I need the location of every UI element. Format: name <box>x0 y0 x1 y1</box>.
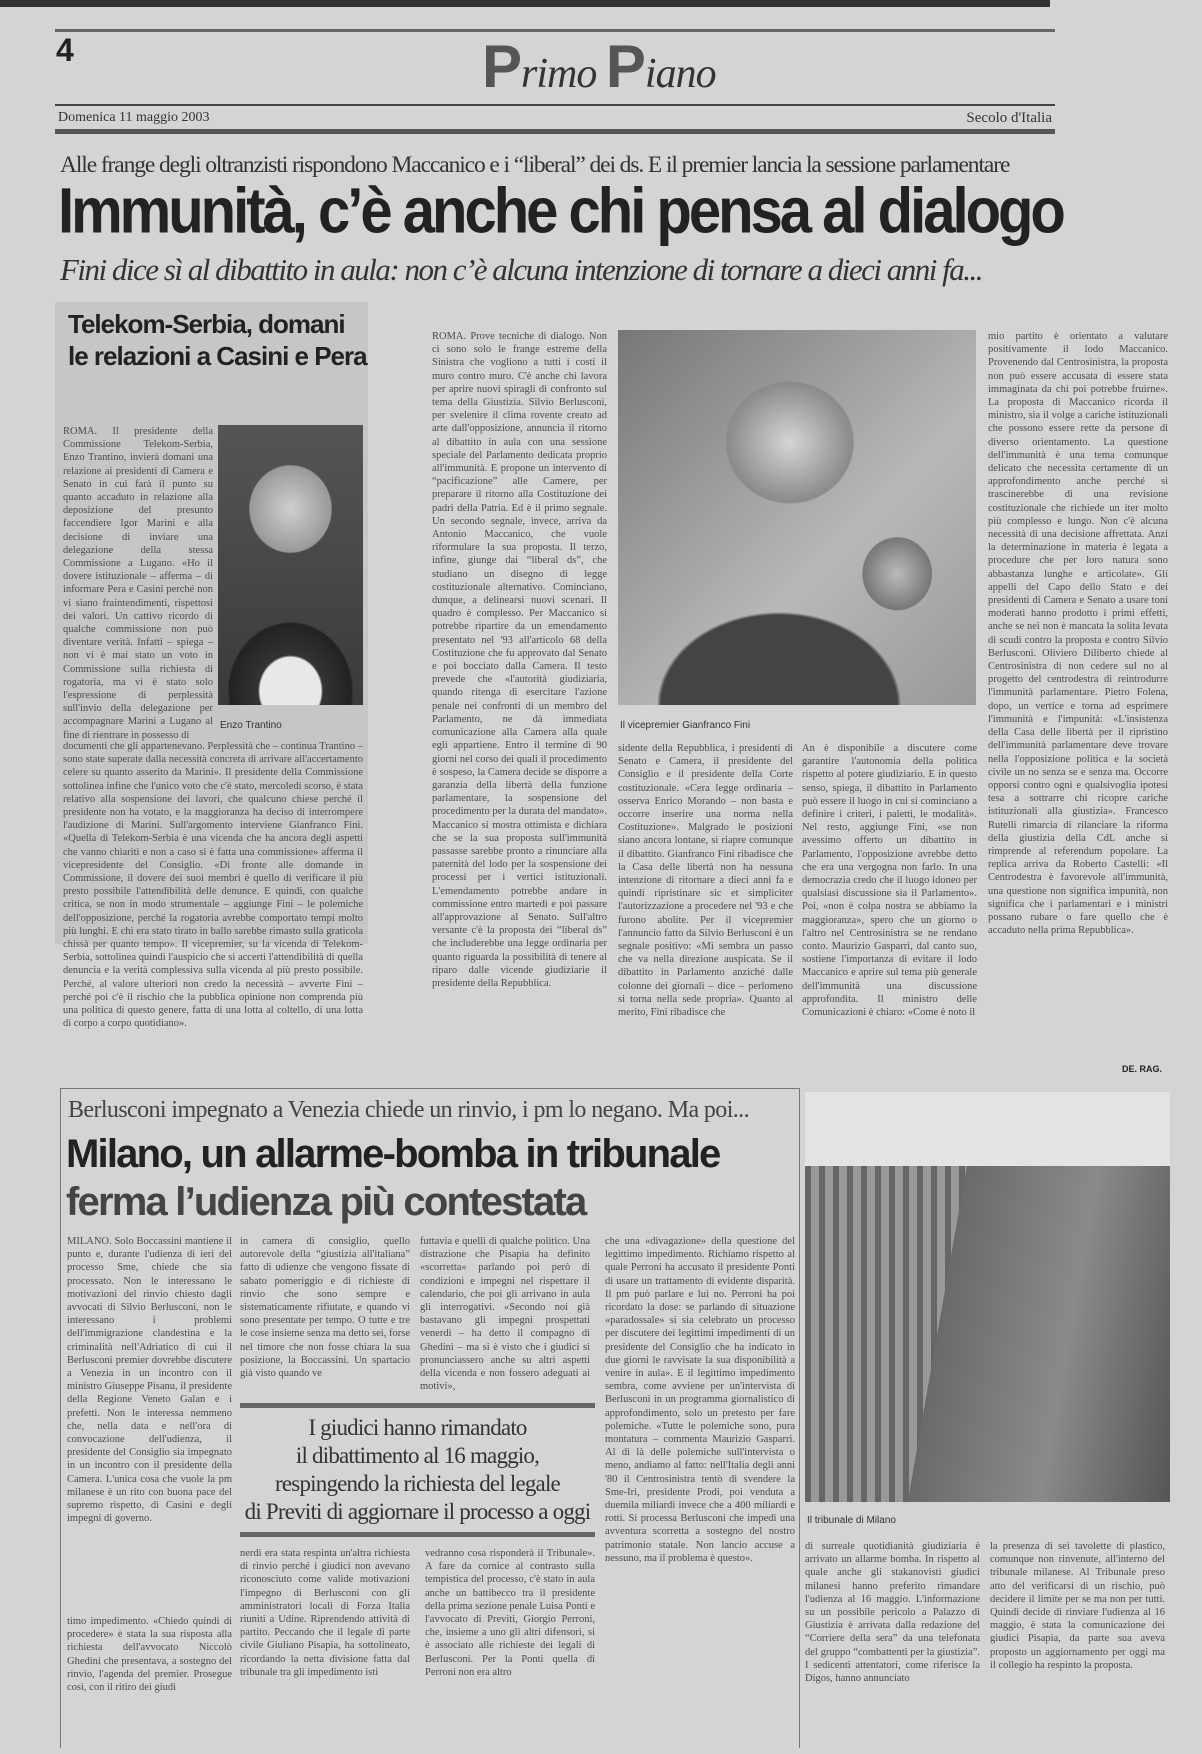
milano-headline-line: Milano, un allarme-bomba in tribunale <box>66 1132 720 1176</box>
milano-col-2b: nerdì era stata respinta un'altra richiesta di rinvio perché i giudici non avevano riconosciuto come valide motivazioni l'impegno di Berlusconi con gli amministratori locali di Forza Italia riuniti a Udine. Riprendendo attività di partito. Peccando che il legale di parte civile Giuliano Pisapia, ha sottolineato, ricordando la netta divisione fatta dal tribunale tra gli impedimento isti <box>240 1548 410 1678</box>
milano-kicker: Berlusconi impegnato a Venezia chiede un rinvio, i pm lo negano. Ma poi... <box>68 1097 749 1123</box>
tribunale-photo <box>805 1092 1170 1502</box>
section-title <box>482 33 716 105</box>
pull-quote <box>240 1408 595 1532</box>
section-initial: P <box>605 33 645 100</box>
byline: DE. RAG. <box>1122 1064 1163 1074</box>
section-word: iano <box>644 51 716 97</box>
sidebar-headline-line: Telekom-Serbia, domani <box>68 309 345 339</box>
main-column-3b: An è disponibile a discutere come garantire l'autonomia della politica rispetto al potere giudiziario. E in questo senso, spiega, il dibattito in Parlamento può essere il luogo in cui si cominciano a definire i criteri, i paletti, le modalità». Nel resto, aggiunge Fini, «se non avessimo offerto un dibattito in Parlamento, l'opposizione avrebbe detto che era una vergogna non farlo. In una democrazia credo che il luogo idoneo per qualsiasi discussione sia il Parlamento». Poi, «non è colpa nostra se abbiamo la maggioranza», spero che un giorno o l'altro nel Centrosinistra se ne rendano conto. Maurizio Gasparri, dal canto suo, sostiene l'importanza di evitare il lodo Maccanico e aprire sul tema più generale dell'immunità una discussione approfondita. Il ministro delle Comunicazioni è chiaro: «Come è noto il <box>802 743 977 1019</box>
main-column-2: ROMA. Prove tecniche di dialogo. Non ci sono solo le frange estreme della Sinistra che vogliono a tutti i costi il muro contro muro. C'è anche chi lavora per aprire nuovi spiragli di confronto sul tema della Giustizia. Silvio Berlusconi, per svelenire il clima rovente creato ad arte dall'opposizione, annuncia il ritorno al dibattito in aula con una sessione speciale del Parlamento dedicata proprio all'immunità. E propone un intervento di “pacificazione” alle Camere, per preparare il ritorno alla Costituzione dei padri della Patria. Ed è il primo segnale. Un secondo segnale, invece, arriva da Antonio Maccanico, che vuole riformulare la sua proposta. Il terzo, infine, giunge dai “liberal ds”, che studiano un disegno di legge costituzionale alternativo. Cominciano, dunque, a delinearsi nuovi scenari. Il quadro è complesso. Per Maccanico si potrebbe ripartire da un emendamento presentato nel '93 all'articolo 68 della Costituzione che fu approvato dal Senato e poi bocciato dalla Camera. Il testo prevede che «l'autorità giudiziaria, quando ritenga di esercitare l'azione penale nei confronti di un membro del Parlamento, ne dà immediata comunicazione alla Camera alla quale egli appartiene. Entro il termine di 90 giorni nel corso dei quali il procedimento è sospeso, la Camera decide se disporre a garanzia della libertà della funzione parlamentare, la sospensione del procedimento per la durata del mandato». Maccanico si mostra ottimista e dichiara che se la sua proposta sull'immunità passasse sarebbe pronto a rinunciare alla paternità del lodo per la sospensione dei processi per i vertici istituzionali. L'emendamento potrebbe andare in commissione entro martedì e poi passare all'approvazione al Senato. Sull'altro versante c'è la proposta dei “liberal ds” che includerebbe una legge ordinaria per quanto riguarda la possibilità di tenere al riparo dalle vicende giudiziarie il presidente della Repubblica. <box>432 331 607 989</box>
main-column-4: mio partito è orientato a valutare positivamente il lodo Maccanico. Provenendo dal Centrosinistra, la proposta non può essere accusata di essere stata immaginata da chi poi potrebbe fruirne». La proposta di Maccanico ricorda il ministro, sia il volge a cariche istituzionali che possono essere rette da persone di diverso orientamento. La questione dell'immunità è una tema comunque delicato che necessita certamente di un approfondimento anche perché si trascinerebbe di una revisione costituzionale che richiede un iter molto più complesso e lungo. Non c'è alcuna necessità di una decisione affrettata. Anzi la determinazione in materia è legata a procedure che per loro natura sono abbastanza lunghe e articolate». Gli appelli del Capo dello Stato e dei presidenti di Camera e Senato a usare toni moderati hanno prodotto i primi effetti, anche se nei non è mancata la solita levata di scudi contro la proposta e contro Silvio Berlusconi. Oliviero Diliberto chiede al Centrosinistra di non cedere sul no al progetto del centrodestra di reintrodurre l'immunità parlamentare. Pietro Folena, dopo, un vertice e torna ad esprimere l'immunità e l'impunità: «L'insistenza della Casa delle libertà per il ripristino dell'immunità parlamentare deve trovare nella l'opposizione politica e la società civile un no senza se e senza ma. Occorre opporsi contro ogni e qualsivoglia ipotesi tesa a sottrarre chi ricopre cariche istituzionali alla giustizia». Francesco Rutelli rimarcia di rilanciare la riforma della giustizia della CdL anche si rimprende al referendum popolare. La replica arriva da Roberto Castelli: «Il Centrodestra è favorevole all'immunità, una questione non significa impunità, non significa che i parlamentari e i ministri possano rubare o fare quello che è accaduto nella prima Repubblica». <box>988 331 1168 937</box>
milano-headline-line: ferma l’udienza più contestata <box>66 1180 586 1224</box>
main-column-3a: sidente della Repubblica, i presidenti di Senato e Camera, il presidente del Consiglio e il presidente della Corte costituzionale. «Cera legge ordinaria – osserva Enrico Morando – non basta e occorre inserire una norma nella Costituzione». Malgrado le posizioni siano ancora lontane, si riapre comunque il dibattito. Gianfranco Fini ribadisce che la Casa delle libertà non ha nessuna intenzione di ritornare a dieci anni fa e quindi ripristinare sic et simpliciter l'autorizzazione a procedere nel '93 e che furono abolite. Per il vicepremier l'annuncio fatto da Silvio Berlusconi è un segnale positivo: «Mi sembra un passo che va nella direzione auspicata. Se il dibattito in Parlamento anziché dalle colonne dei giornali – dice – perlomeno si torna nella sede propria». Quanto al merito, Fini ribadisce che <box>618 743 793 1019</box>
pull-quote-line: il dibattimento al 16 maggio, <box>295 1443 540 1468</box>
milano-col-4: che una «divagazione» della questione del legittimo impedimento. Richiamo rispetto al quale Perroni ha accusato il presidente Ponti di usare un trattamento di evidente disparità. Il pm può parlare e lui no. Perroni ha poi ricordato la dose: se parlando di situazione «paradossale» si sia celebrato un processo per discutere dei legittimi impedimenti di un presidente del Consiglio che ha indicato in due giorni le ravvisate la sua disponibilità a venire in aula». E il legittimo impedimento sembra, come avviene per un'intervista di Berlusconi in un programma giornalistico di approfondimento, solo un pretesto per fare polemiche. «Tutte le polemiche sono, pura montatura – commenta Maurizio Gasparri. Al di là delle polemiche sull'intervista o meno, andiamo al fatto: nell'Italia degli anni '80 il Centrosinistra tentò di svendere la Sme-Iri, presidente Prodi, poi venduta a duemila miliardi invece che a 400 miliardi e rotti. Si processa Berlusconi che impedì una avventura scorretta a sostegno del nostro patrimonio statale. Non lancio accuse a nessuno, ma il problema è questo». <box>605 1236 795 1564</box>
pull-quote-line: di Previti di aggiornare il processo a oggi <box>244 1499 591 1524</box>
milano-col-3b: vedranno cosa risponderà il Tribunale». A fare da cornice al contrasto sulla tempistica del processo, c'è stato in aula anche un battibecco tra il presidente della prima sezione penale Luisa Ponti e l'avvocato di Previti, Giorgio Perroni, che, insieme a uno gli altri difensori, si è associato alle richieste dei legali di Berlusconi. Per la Ponti quella di Perroni non era altro <box>425 1548 595 1678</box>
milano-col-6: la presenza di sei tavolette di plastico, comunque non rinvenute, all'interno del tribunale milanese. Al Tribunale preso atto del verificarsi di un rischio, può decidere il limite per se ma non per tutti. Quindi decide di rinviare l'udienza al 16 maggio, è stata la comunicazione dei giudici Pisapia, da parte sua aveva proposto un aggiornamento per oggi ma il collegio ha respinto la proposta. <box>990 1541 1165 1671</box>
issue-date: Domenica 11 maggio 2003 <box>58 110 210 125</box>
trantino-photo <box>218 425 363 705</box>
pull-quote-rule <box>240 1532 595 1537</box>
milano-col-2: in camera di consiglio, quello autorevole della “giustizia all'italiana” fatto di udienze che vengono fissate di sabato pomeriggio e di richieste di rinvio che sono sempre e sistematicamente rifiutate, e quando vi sono presentate per tempo. O tutte e tre le cose insieme senza ma detto sei, forse nel timore che non fosse chiara la sua posizione, la Boccassini. Un spartacio già visto quando ve <box>240 1236 410 1380</box>
trantino-caption: Enzo Trantino <box>220 720 282 731</box>
pull-quote-line: I giudici hanno rimandato <box>308 1415 527 1440</box>
fini-caption: Il vicepremier Gianfranco Fini <box>620 720 751 731</box>
page-number: 4 <box>56 32 73 68</box>
milano-col-1: MILANO. Solo Boccassini mantiene il punto e, durante l'udienza di ieri del processo Sme, chiede che sia processato. Non le interessano le motivazioni del rinvio chiesto dagli avvocati di Silvio Berlusconi, non le interessano i problemi dell'immigrazione clandestina e la criminalità nell'Adriatico di cui il Berlusconi premier dovrebbe discutere a Venezia in un incontro con il ministro Giuseppe Pisanu, il presidente della Regione Veneto Galan e i prefetti. Non le interessa nemmeno che, nella data e nell'ora di convocazione dell'udienza, il presidente del Consiglio sia impegnato in un incontro con il presidente della Camera. L'unica cosa che vuole la pm milanese è un rito con buona pace del supremo rispetto, di Casini e degli impegni di governo. <box>67 1236 232 1525</box>
milano-headline <box>66 1130 719 1226</box>
paper-name: Secolo d'Italia <box>966 110 1052 126</box>
fini-photo <box>618 330 976 705</box>
pull-quote-line: respingendo la richiesta del legale <box>275 1471 560 1496</box>
tribunale-caption: Il tribunale di Milano <box>807 1515 896 1526</box>
main-headline: Immunità, c’è anche chi pensa al dialogo <box>58 175 1063 247</box>
milano-col-1b: timo impedimento. «Chiedo quindi di procedere» è stata la sua risposta alla richiesta dell'avvocato Niccolò Ghedini che presentava, a sostegno del rinvio, l'agenda del premier. Prosegue così, con il ritiro dei giudi <box>67 1616 232 1694</box>
pull-quote-block <box>240 1403 595 1697</box>
milano-col-3: futtavia e quelli di qualche politico. Una distrazione che Pisapia ha definito «scorretta» parlando poi però di condizioni e impegni nel rispettare il calendario, che poi gli arrivano in aula gli interrogativi. «Secondo noi già bastavano gli impegni prospettati venerdì – ha detto il compagno di Ghedini – ma si è visto che i giudici si pronunciassero anche su altri aspetti della vicenda e non fossero adeguati ai motivi», <box>420 1236 590 1393</box>
milano-col-5: di surreale quotidianità giudiziaria è arrivato un allarme bomba. In rispetto al quale anche gli stakanovisti giudici milanesi hanno preferito rimandare l'udienza al 16 maggio. L'informazione su un possibile pericolo a Palazzo di Giustizia è arrivata dalla redazione del “Corriere della sera” da una telefonata del gruppo “combattenti per la giustizia”. I sedicenti attentatori, come riferisce la Digos, hanno annunciato <box>805 1541 980 1685</box>
section-initial: P <box>482 33 522 100</box>
section-word: rimo <box>521 51 597 97</box>
main-subtitle: Fini dice sì al dibattito in aula: non c’è alcuna intenzione di tornare a dieci anni fa... <box>60 252 983 287</box>
sidebar-text-top: ROMA. Il presidente della Commissione Telekom-Serbia, Enzo Trantino, invierà domani una relazione ai presidenti di Camera e Senato in cui farà il punto su quanto accaduto in relazione alla deposizione del presunto faccendiere Igor Marini e alla decisione di inviare una delegazione della stessa Commissione a Lugano. «Ho il dovere istituzionale – afferma – di informare Pera e Casini perché non vi siano fraintendimenti, rispettosi dei valori. Un cattivo ricordo di qualche commissione non può diventare verità. Infatti – spiega – non vi è mai stato un voto in Commissione sulla richiesta di rogatoria, ma vi è stato solo l'espressione di perplessità sull'invio della delegazione per accompagnare Marini a Lugano al fine di rientrare in possesso di <box>63 426 213 741</box>
sidebar-text-bottom: documenti che gli appartenevano. Perplessità che – continua Trantino – sono state superate dalla necessità concreta di arrivare all'accertamento celere su quanto asserito da Marini». Il presidente della Commissione sottolinea infine che l'unico voto che c'è stato, mercoledì scorso, è stata relativo alla sospensione dei lavori, che qualcuno chiese perché il presidente non ha votato, e la maggioranza ha deciso di interrompere l'audizione di Marini. Sull'argomento interviene Gianfranco Fini. «Quella di Telekom-Serbia è una vicenda che ha ancora degli aspetti che vanno chiariti e non a caso si è fatta una commissione» afferma il vicepresidente del Consiglio. «Di fronte alle domande in Commissione, il dovere dei suoi membri è quello di verificare il più presto possibile l'attendibilità delle denunce. E quindi, con qualche critica, se non in modo strumentale – aggiunge Fini – le polemiche dell'opposizione, perché la rogatoria avrebbe comportato tempi molto più lunghi. E chi era stato tirato in ballo sarebbe rimasto sulla graticola chissà per quanto tempo». Il vicepremier, su la vicenda di Telekom-Serbia, sottolinea quindi l'auspicio che si accerti l'attendibilità di quella denuncia e la verità complessiva sulla vicenda al più presto possibile. Perché, al valore ulteriori non credo la necessità – avverte Fini – perché poi c'è il rischio che la pubblica opinione non comprenda più una politica di questo genere, fatta di una lotta al coltello, di una lotta di corpo a corpo quotidiano». <box>63 741 363 1030</box>
sidebar-headline-line: le relazioni a Casini e Pera <box>68 341 367 371</box>
main-kicker: Alle frange degli oltranzisti rispondono Maccanico e i “liberal” dei ds. E il premier lancia la sessione parlamentare <box>60 152 1010 178</box>
sidebar-headline <box>68 308 367 372</box>
